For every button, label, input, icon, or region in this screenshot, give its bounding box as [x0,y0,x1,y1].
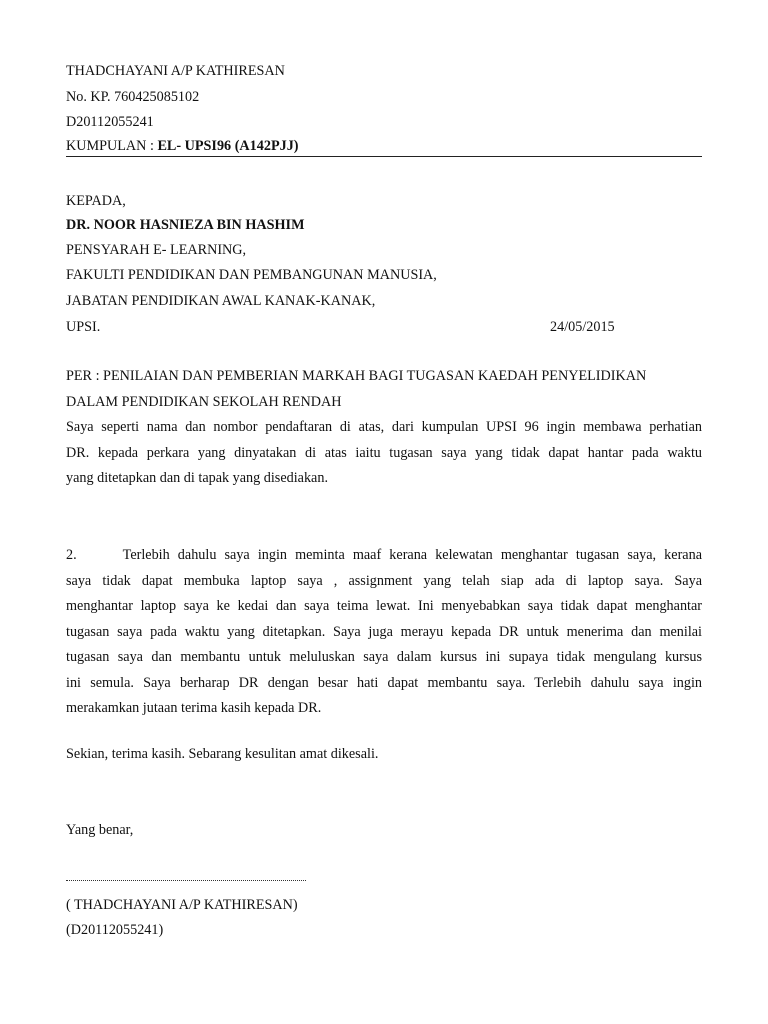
paragraph-2-line: merakamkan jutaan terima kasih kepada DR. [66,700,322,716]
sender-group [66,137,299,155]
recipient-line-4: UPSI. [66,319,101,335]
signature-line [66,870,306,881]
paragraph-2-line [66,543,702,569]
paragraph-1-line: DR. kepada perkara yang dinyatakan di atas iaitu tugasan saya yang tidak dapat hantar pada waktu [66,444,702,461]
closing-thanks: Sekian, terima kasih. Sebarang kesulitan amat dikesali. [66,746,379,762]
subject-line-1: PER : PENILAIAN DAN PEMBERIAN MARKAH BAGI TUGASAN KAEDAH PENYELIDIKAN [66,368,647,384]
paragraph-2 [66,543,702,722]
signature-id: (D20112055241) [66,922,164,938]
closing-yours: Yang benar, [66,822,134,838]
group-value: EL- UPSI96 (A142PJJ) [157,138,299,154]
sender-ic: No. KP. 760425085102 [66,89,200,105]
paragraph-1 [66,415,702,492]
paragraph-2-number: 2. [66,547,77,563]
recipient-line-3: JABATAN PENDIDIKAN AWAL KANAK-KANAK, [66,293,376,309]
sender-student-id: D20112055241 [66,114,154,130]
subject-line-2: DALAM PENDIDIKAN SEKOLAH RENDAH [66,394,342,410]
recipient-name: DR. NOOR HASNIEZA BIN HASHIM [66,217,305,233]
recipient-salutation: KEPADA, [66,193,126,209]
header-divider [66,156,702,157]
paragraph-2-line: menghantar laptop saya ke kedai dan saya teima lewat. Ini menyebabkan saya tidak dapat menghantar [66,598,702,614]
paragraph-2-line: saya tidak dapat membuka laptop saya , assignment yang telah siap ada di laptop saya. Saya [66,572,702,589]
signature-name: ( THADCHAYANI A/P KATHIRESAN) [66,897,298,913]
paragraph-1-line: yang ditetapkan dan di tapak yang disediakan. [66,470,328,486]
sender-name: THADCHAYANI A/P KATHIRESAN [66,63,285,79]
letter-date: 24/05/2015 [550,319,615,335]
recipient-line-2: FAKULTI PENDIDIKAN DAN PEMBANGUNAN MANUSIA, [66,267,437,283]
group-prefix: KUMPULAN : [66,138,158,154]
paragraph-2-line: tugasan saya pada waktu yang ditetapkan. Saya juga merayu kepada DR untuk menerima dan menilai [66,623,702,640]
paragraph-2-line: ini semula. Saya berharap DR dengan besar hati dapat membantu saya. Terlebih dahulu saya ingin [66,674,702,691]
paragraph-1-line: Saya seperti nama dan nombor pendaftaran di atas, dari kumpulan UPSI 96 ingin membawa perhatian [66,419,702,435]
paragraph-2-line: tugasan saya dan membantu untuk meluluskan saya dalam kursus ini supaya tidak mengulang kursus [66,649,702,665]
paragraph-2-first-text: Terlebih dahulu saya ingin meminta maaf kerana kelewatan menghantar tugasan saya, kerana [122,547,702,563]
recipient-line-1: PENSYARAH E- LEARNING, [66,242,247,258]
